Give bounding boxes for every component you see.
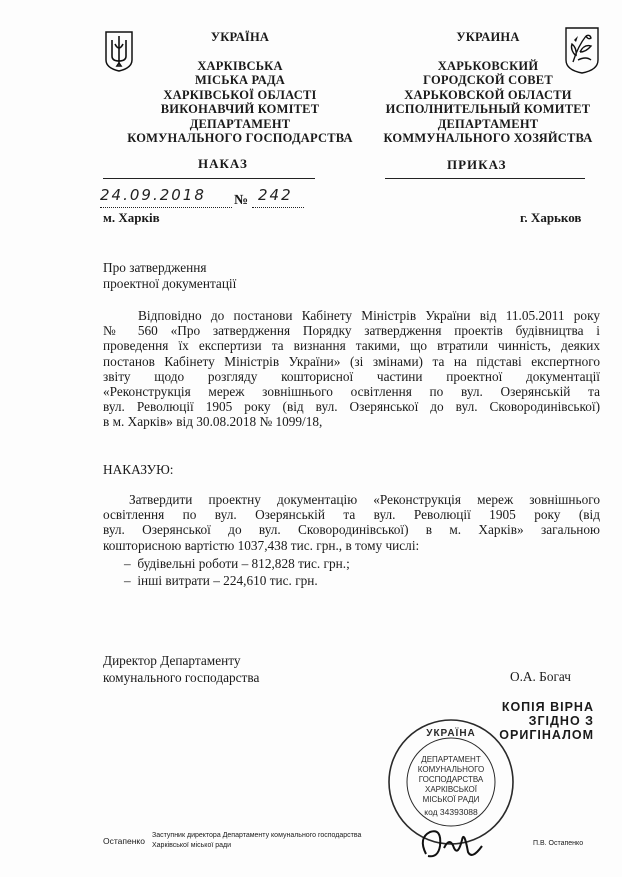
order-word: НАКАЗУЮ: xyxy=(103,462,174,477)
position-line: комунального господарства xyxy=(103,670,260,685)
org-line: КОМУНАЛЬНОГО ГОСПОДАРСТВА xyxy=(127,131,353,145)
preamble-line: Відповідно до постанови Кабінету Міністрів України від 11.05.2011 року xyxy=(138,308,600,323)
header-rule-right xyxy=(385,178,585,179)
org-line: ДЕПАРТАМЕНТ xyxy=(437,116,539,131)
preamble-line: проведення їх експертизи та визнання такими, що втратили чинність, деяких xyxy=(103,338,600,354)
preamble-line: постанов Кабінету Міністрів України» (зі змінами) та на підставі експертного xyxy=(103,353,600,369)
signatory-name: О.А. Богач xyxy=(510,669,571,684)
position-line: Директор Департаменту xyxy=(103,653,241,668)
header-left xyxy=(125,30,355,146)
preamble-line: № 560 «Про затвердження Порядку затвердження проектів будівництва і xyxy=(103,323,600,339)
list-item xyxy=(124,572,350,589)
copy-stamp-line: ЗГІДНО З xyxy=(528,714,594,728)
subject xyxy=(103,260,236,292)
footer-certifier xyxy=(152,831,361,851)
number-underline xyxy=(252,207,304,208)
certifier-line: Заступник директора Департаменту комунального господарства xyxy=(152,832,362,839)
country-ru: УКРАИНА xyxy=(456,30,520,44)
doc-type-ru: ПРИКАЗ xyxy=(447,157,507,172)
list-item xyxy=(124,555,350,572)
order-paragraph xyxy=(103,492,600,553)
order-line: Затвердити проектну документацію «Реконструкція мереж зовнішнього xyxy=(129,492,600,507)
copy-stamp-line: ОРИГІНАЛОМ xyxy=(499,728,594,742)
order-line: вул. Озерянської до вул. Сковородинівської) в м. Харків» загальною xyxy=(103,522,600,538)
footer-author: Остапенко xyxy=(103,836,145,846)
city-ru: г. Харьков xyxy=(520,210,582,225)
order-line: кошторисною вартістю 1037,438 тис. грн., в тому числі: xyxy=(103,537,420,553)
number-label: № xyxy=(234,193,249,208)
header-rule-left xyxy=(103,178,315,179)
preamble-line: в м. Харків» від 30.08.2018 № 1099/18, xyxy=(103,414,323,430)
org-line: ИСПОЛНИТЕЛЬНЫЙ КОМИТЕТ xyxy=(385,102,591,116)
subject-line: Про затвердження xyxy=(103,260,207,275)
org-line: ВИКОНАВЧИЙ КОМІТЕТ xyxy=(160,102,320,116)
org-line: ХАРЬКОВСКИЙ xyxy=(437,58,539,73)
list-item-text: будівельні роботи – 812,828 тис. грн.; xyxy=(137,556,350,571)
handwritten-signature xyxy=(416,818,486,866)
seal-code: код 34393088 xyxy=(424,807,478,817)
preamble-line: вул. Революції 1905 року (від вул. Озерянської до вул. Сковородинівської) xyxy=(103,399,600,415)
doc-type-ua: НАКАЗ xyxy=(198,156,248,171)
preamble-line: звіту щодо розгляду кошторисної частини проектної документації xyxy=(103,368,600,384)
preamble-paragraph xyxy=(103,308,600,430)
header-right xyxy=(373,30,603,146)
signatory-position xyxy=(103,652,259,686)
seal-line: МІСЬКОЇ РАДИ xyxy=(422,795,480,804)
list-dash: – xyxy=(124,573,131,588)
copy-stamp-line: КОПІЯ ВІРНА xyxy=(501,700,594,714)
seal-top-text: УКРАЇНА xyxy=(426,728,476,739)
seal-line: ГОСПОДАРСТВА xyxy=(418,775,484,784)
org-line: ХАРЬКОВСКОЙ ОБЛАСТИ xyxy=(404,87,572,102)
org-line: КОММУНАЛЬНОГО ХОЗЯЙСТВА xyxy=(383,131,593,145)
order-line: освітлення по вул. Озерянській та вул. Революції 1905 року (від xyxy=(103,507,600,523)
country-ua: УКРАЇНА xyxy=(210,30,270,44)
seal-line: ДЕПАРТАМЕНТ xyxy=(421,755,481,764)
certifier-line: Харківської міської ради xyxy=(152,842,232,849)
subject-line: проектної документації xyxy=(103,276,237,291)
cost-list xyxy=(124,555,350,589)
footer-certifier-name: П.В. Остапенко xyxy=(533,840,584,847)
seal-line: КОМУНАЛЬНОГО xyxy=(417,765,485,774)
list-dash: – xyxy=(124,556,131,571)
org-line: ХАРКІВСЬКОЇ ОБЛАСТІ xyxy=(163,87,317,102)
number-handwritten: 242 xyxy=(258,186,293,204)
date-handwritten: 24.09.2018 xyxy=(100,186,206,204)
org-line: ГОРОДСКОЙ СОВЕТ xyxy=(423,73,553,87)
org-line: ДЕПАРТАМЕНТ xyxy=(189,116,291,131)
org-line: ХАРКІВСЬКА xyxy=(197,58,283,73)
list-item-text: інші витрати – 224,610 тис. грн. xyxy=(137,573,318,588)
seal-line: ХАРКІВСЬКОЇ xyxy=(424,785,478,794)
date-underline xyxy=(100,207,232,208)
city-ua: м. Харків xyxy=(103,210,160,225)
org-line: МІСЬКА РАДА xyxy=(194,73,286,87)
preamble-line: «Реконструкція мереж зовнішнього освітлення по вул. Озерянській та xyxy=(103,384,600,400)
